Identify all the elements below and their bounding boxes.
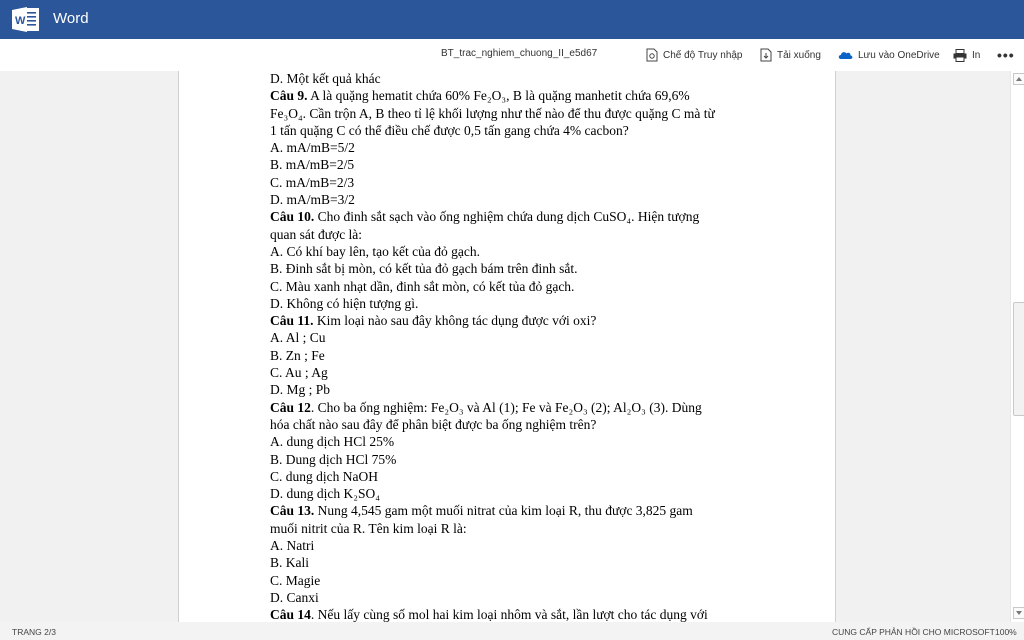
q14-label: Câu 14 bbox=[270, 607, 311, 622]
chevron-down-icon bbox=[1016, 611, 1022, 615]
q11-label: Câu 11. bbox=[270, 313, 314, 329]
q12-line-2: hóa chất nào sau đây để phân biệt được ba ống nghiệm trên? bbox=[270, 416, 597, 432]
status-bar bbox=[0, 622, 1024, 640]
access-mode-button[interactable] bbox=[646, 39, 743, 71]
download-icon bbox=[760, 48, 772, 62]
q11-line-1: Câu 11. Kim loại nào sau đây không tác dụng được với oxi? bbox=[270, 313, 597, 329]
q12-option-b: B. Dung dịch HCl 75% bbox=[270, 451, 397, 467]
vertical-scrollbar[interactable] bbox=[1010, 71, 1024, 622]
q13-line-1: Câu 13. Nung 4,545 gam một muối nitrat của kim loại R, thu được 3,825 gam bbox=[270, 503, 693, 519]
print-label: In bbox=[972, 49, 981, 61]
q9-line-3: 1 tấn quặng C có thể điều chế được 0,5 tấn gang chứa 4% cacbon? bbox=[270, 122, 629, 138]
q11-option-d: D. Mg ; Pb bbox=[270, 382, 331, 398]
q9-line-1: Câu 9. A là quặng hematit chứa 60% Fe₂O₃, B là quặng manhetit chứa 69,6% bbox=[270, 88, 690, 104]
download-button[interactable] bbox=[760, 39, 821, 71]
q13-label: Câu 13. bbox=[270, 503, 315, 519]
save-onedrive-label: Lưu vào OneDrive bbox=[858, 49, 940, 61]
save-onedrive-button[interactable] bbox=[838, 39, 940, 71]
q8-option-d: D. Một kết quả khác bbox=[270, 71, 381, 86]
q9-option-b: B. mA/mB=2/5 bbox=[270, 157, 355, 173]
q13-option-c: C. Magie bbox=[270, 572, 321, 588]
app-name: Word bbox=[53, 10, 89, 27]
zoom-level[interactable]: 100% bbox=[995, 627, 1017, 637]
feedback-link[interactable]: CUNG CẤP PHẢN HỒI CHO MICROSOFT bbox=[832, 627, 995, 637]
q13-line-2: muối nitrit của R. Tên kim loại R là: bbox=[270, 520, 467, 536]
q10-line-2: quan sát được là: bbox=[270, 226, 363, 242]
q13-option-d: D. Canxi bbox=[270, 589, 319, 605]
q12-option-d: D. dung dịch K₂SO₄ bbox=[270, 486, 380, 502]
svg-text:W: W bbox=[15, 15, 26, 27]
q10-option-c: C. Màu xanh nhạt dần, đinh sắt mòn, có kết tủa đỏ gạch. bbox=[270, 278, 575, 294]
q13-option-a: A. Natri bbox=[270, 538, 315, 554]
access-mode-icon bbox=[646, 48, 658, 62]
access-mode-label: Chế độ Truy nhập bbox=[663, 49, 743, 61]
q10-option-d: D. Không có hiện tượng gì. bbox=[270, 295, 419, 311]
q9-option-c: C. mA/mB=2/3 bbox=[270, 174, 355, 190]
toolbar bbox=[0, 39, 1024, 71]
scroll-down-button[interactable] bbox=[1013, 607, 1024, 619]
title-bar bbox=[0, 0, 1024, 39]
scroll-up-button[interactable] bbox=[1013, 73, 1024, 85]
q9-option-d: D. mA/mB=3/2 bbox=[270, 192, 355, 208]
q11-option-a: A. Al ; Cu bbox=[270, 330, 326, 346]
q9-option-a: A. mA/mB=5/2 bbox=[270, 140, 355, 156]
chevron-up-icon bbox=[1016, 77, 1022, 81]
document-content bbox=[270, 71, 790, 622]
document-page bbox=[178, 71, 836, 622]
print-button[interactable] bbox=[953, 39, 980, 71]
q10-label: Câu 10. bbox=[270, 209, 315, 225]
q9-line-2: Fe₃O₄. Cần trộn A, B theo tỉ lệ khối lượng như thế nào để thu được quặng C mà từ bbox=[270, 105, 715, 121]
document-canvas[interactable] bbox=[0, 71, 1010, 622]
onedrive-icon bbox=[838, 50, 853, 60]
scroll-thumb[interactable] bbox=[1013, 302, 1024, 416]
q9-label: Câu 9. bbox=[270, 88, 308, 104]
word-logo-icon[interactable] bbox=[12, 7, 40, 32]
more-icon[interactable]: ••• bbox=[997, 47, 1015, 63]
q10-option-b: B. Đinh sắt bị mòn, có kết tủa đỏ gạch bám trên đinh sắt. bbox=[270, 261, 578, 277]
q11-option-c: C. Au ; Ag bbox=[270, 365, 328, 381]
q12-option-a: A. dung dịch HCl 25% bbox=[270, 434, 395, 450]
q12-option-c: C. dung dịch NaOH bbox=[270, 468, 378, 484]
q13-option-b: B. Kali bbox=[270, 555, 309, 571]
page-indicator: TRANG 2/3 bbox=[12, 627, 56, 637]
print-icon bbox=[953, 49, 967, 62]
q12-label: Câu 12 bbox=[270, 399, 311, 415]
download-label: Tải xuống bbox=[777, 49, 821, 61]
q10-line-1: Câu 10. Cho đinh sắt sạch vào ống nghiệm chứa dung dịch CuSO₄. Hiện tượng bbox=[270, 209, 700, 225]
q12-line-1: Câu 12. Cho ba ống nghiệm: Fe₂O₃ và Al (1); Fe và Fe₂O₃ (2); Al₂O₃ (3). Dùng bbox=[270, 399, 702, 415]
q11-option-b: B. Zn ; Fe bbox=[270, 347, 325, 363]
q10-option-a: A. Có khí bay lên, tạo kết của đỏ gạch. bbox=[270, 243, 480, 259]
document-name[interactable]: BT_trac_nghiem_chuong_II_e5d67 bbox=[441, 48, 598, 59]
q14-line-1: Câu 14. Nếu lấy cùng số mol hai kim loại nhôm và sắt, lần lượt cho tác dụng với bbox=[270, 607, 708, 622]
